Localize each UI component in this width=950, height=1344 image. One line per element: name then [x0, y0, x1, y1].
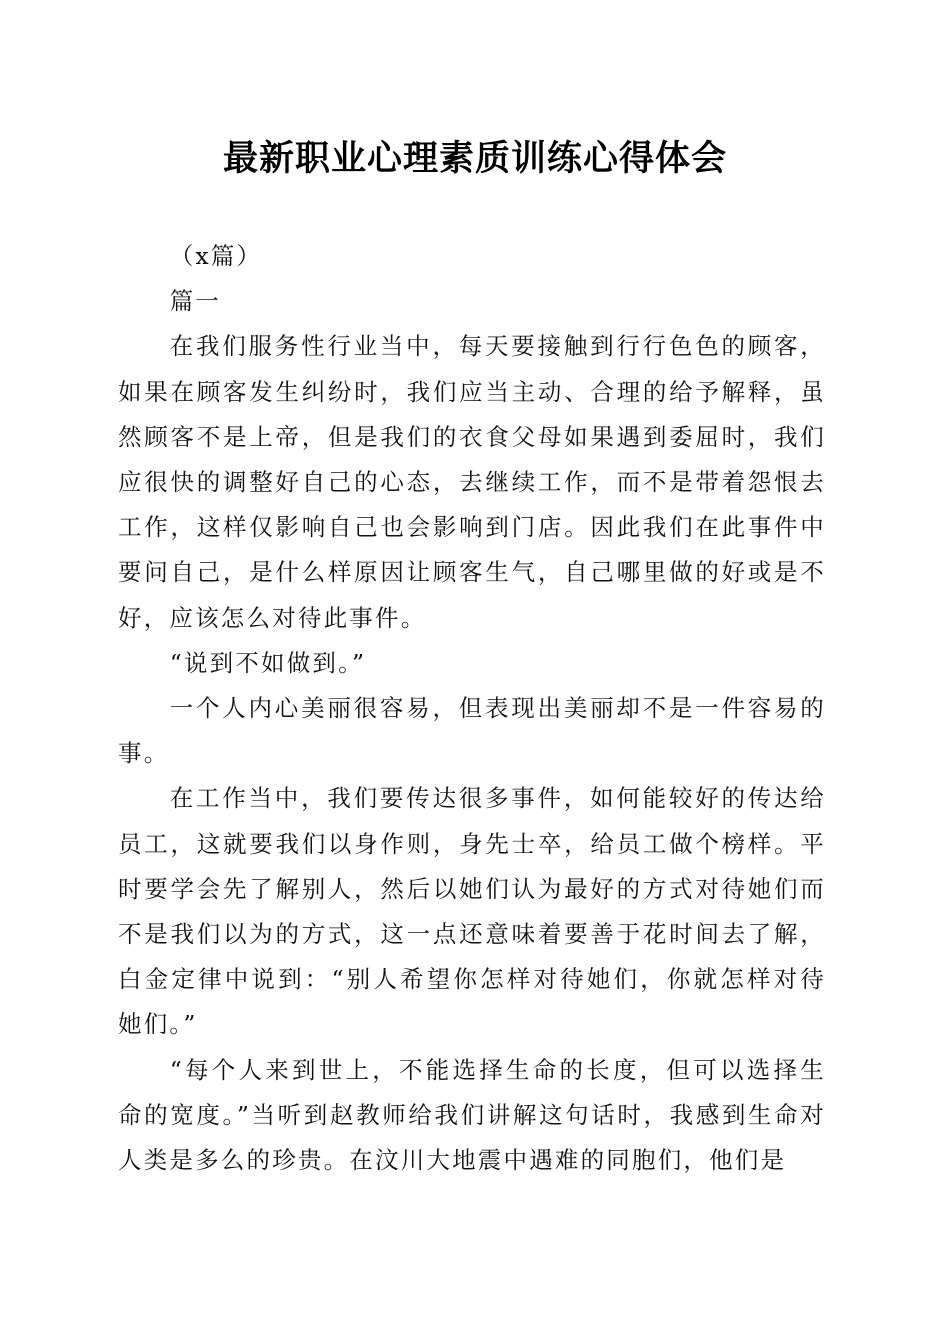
- paragraph: 一个人内心美丽很容易，但表现出美丽却不是一件容易的事。: [118, 694, 826, 768]
- document-title: 最新职业心理素质训练心得体会: [222, 138, 727, 179]
- paragraph: “每个人来到世上，不能选择生命的长度，但可以选择生命的宽度。”当听到赵教师给我们讲解这句话时，我感到生命对人类是多么的珍贵。在汶川大地震中遇难的同胞们，他们是: [118, 1055, 826, 1175]
- paragraph-quote: “说到不如做到。”: [169, 648, 367, 677]
- paragraph-section-heading: 篇一: [169, 287, 222, 316]
- document-body: [118, 234, 826, 1183]
- paragraph: 在工作当中，我们要传达很多事件，如何能较好的传达给员工，这就要我们以身作则，身先士卒，给员工做个榜样。平时要学会先了解别人，然后以她们认为最好的方式对待她们而不是我们以为的方式，这一点还意味着要善于花时间去了解，白金定律中说到：“别人希望你怎样对待她们，你就怎样对待她们。”: [118, 784, 826, 1039]
- paragraph-subtitle: （x篇）: [169, 242, 263, 270]
- paragraph: 在我们服务性行业当中，每天要接触到行行色色的顾客，如果在顾客发生纠纷时，我们应当主动、合理的给予解释，虽然顾客不是上帝，但是我们的衣食父母如果遇到委屈时，我们应很快的调整好自己的心态，去继续工作，而不是带着怨恨去工作，这样仅影响自己也会影响到门店。因此我们在此事件中要问自己，是什么样原因让顾客生气，自己哪里做的好或是不好，应该怎么对待此事件。: [118, 332, 826, 632]
